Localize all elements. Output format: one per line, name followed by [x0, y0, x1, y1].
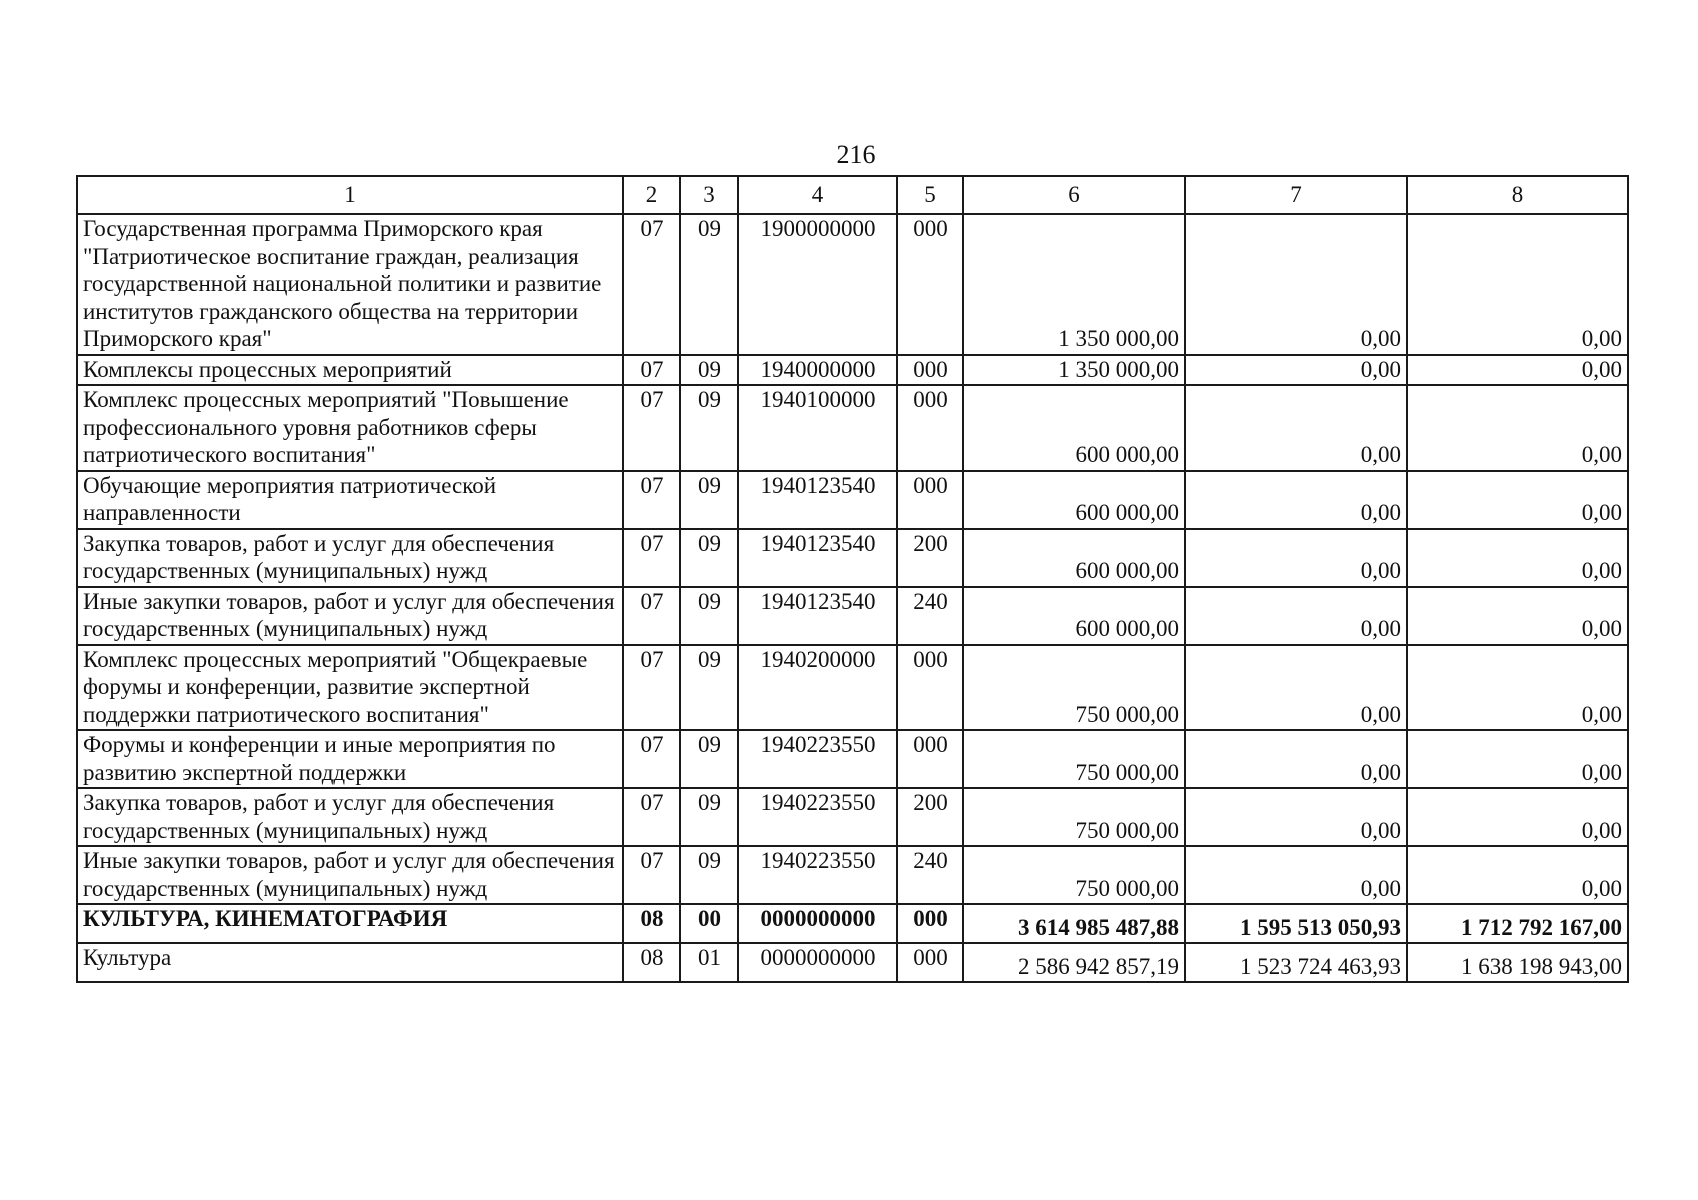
- section-code: 07: [623, 385, 680, 471]
- target-article-code: 1940123540: [738, 471, 897, 529]
- table-row: [77, 471, 1628, 529]
- row-name: Государственная программа Приморского края "Патриотическое воспитание граждан, реализация государственной национальной политики и развитие институтов гражданского общества на территории Приморского края": [77, 214, 623, 355]
- table-row: [77, 730, 1628, 788]
- target-article-code: 0000000000: [738, 904, 897, 943]
- header-row: [77, 176, 1628, 214]
- section-code: 07: [623, 645, 680, 731]
- table-row: [77, 529, 1628, 587]
- expense-type-code: 240: [897, 587, 963, 645]
- expense-type-code: 000: [897, 355, 963, 386]
- target-article-code: 1940100000: [738, 385, 897, 471]
- header-cell: 1: [77, 176, 623, 214]
- target-article-code: 1940000000: [738, 355, 897, 386]
- target-article-code: 1940223550: [738, 846, 897, 904]
- amount-col-7: 0,00: [1185, 645, 1407, 731]
- table-row: [77, 355, 1628, 386]
- section-code: 08: [623, 943, 680, 982]
- header-cell: 3: [680, 176, 738, 214]
- section-code: 07: [623, 214, 680, 355]
- amount-col-8: 0,00: [1407, 587, 1628, 645]
- amount-col-8: 0,00: [1407, 385, 1628, 471]
- row-name: Комплекс процессных мероприятий "Общекраевые форумы и конференции, развитие экспертной поддержки патриотического воспитания": [77, 645, 623, 731]
- expense-type-code: 000: [897, 385, 963, 471]
- subsection-code: 00: [680, 904, 738, 943]
- header-cell: 4: [738, 176, 897, 214]
- section-code: 07: [623, 471, 680, 529]
- header-cell: 7: [1185, 176, 1407, 214]
- amount-col-6: 750 000,00: [963, 645, 1185, 731]
- target-article-code: 0000000000: [738, 943, 897, 982]
- amount-col-6: 750 000,00: [963, 788, 1185, 846]
- amount-col-7: 0,00: [1185, 730, 1407, 788]
- subsection-code: 01: [680, 943, 738, 982]
- table-row: [77, 587, 1628, 645]
- subsection-code: 09: [680, 214, 738, 355]
- amount-col-6: 600 000,00: [963, 385, 1185, 471]
- subsection-code: 09: [680, 788, 738, 846]
- expense-type-code: 000: [897, 730, 963, 788]
- section-code: 07: [623, 788, 680, 846]
- amount-col-6: 600 000,00: [963, 529, 1185, 587]
- subsection-code: 09: [680, 471, 738, 529]
- subsection-code: 09: [680, 846, 738, 904]
- header-cell: 8: [1407, 176, 1628, 214]
- subsection-code: 09: [680, 355, 738, 386]
- target-article-code: 1940200000: [738, 645, 897, 731]
- amount-col-7: 0,00: [1185, 846, 1407, 904]
- amount-col-6: 2 586 942 857,19: [963, 943, 1185, 982]
- row-name: Комплексы процессных мероприятий: [77, 355, 623, 386]
- amount-col-7: 0,00: [1185, 214, 1407, 355]
- expense-type-code: 200: [897, 788, 963, 846]
- header-cell: 5: [897, 176, 963, 214]
- subsection-code: 09: [680, 730, 738, 788]
- table-row: [77, 645, 1628, 731]
- header-cell: 6: [963, 176, 1185, 214]
- amount-col-8: 1 712 792 167,00: [1407, 904, 1628, 943]
- row-name: Культура: [77, 943, 623, 982]
- amount-col-8: 0,00: [1407, 645, 1628, 731]
- amount-col-7: 0,00: [1185, 529, 1407, 587]
- expense-type-code: 240: [897, 846, 963, 904]
- section-code: 07: [623, 355, 680, 386]
- section-code: 07: [623, 730, 680, 788]
- amount-col-7: 0,00: [1185, 471, 1407, 529]
- target-article-code: 1940223550: [738, 730, 897, 788]
- row-name: Иные закупки товаров, работ и услуг для обеспечения государственных (муниципальных) нужд: [77, 587, 623, 645]
- table-row: [77, 214, 1628, 355]
- amount-col-8: 0,00: [1407, 355, 1628, 386]
- amount-col-8: 0,00: [1407, 214, 1628, 355]
- amount-col-6: 1 350 000,00: [963, 214, 1185, 355]
- amount-col-7: 0,00: [1185, 788, 1407, 846]
- amount-col-8: 0,00: [1407, 846, 1628, 904]
- subsection-code: 09: [680, 529, 738, 587]
- table-row: [77, 385, 1628, 471]
- section-code: 07: [623, 846, 680, 904]
- section-total-row: [77, 904, 1628, 943]
- row-name: Иные закупки товаров, работ и услуг для обеспечения государственных (муниципальных) нужд: [77, 846, 623, 904]
- row-name: Комплекс процессных мероприятий "Повышение профессионального уровня работников сферы патриотического воспитания": [77, 385, 623, 471]
- expense-type-code: 000: [897, 471, 963, 529]
- row-name: Обучающие мероприятия патриотической направленности: [77, 471, 623, 529]
- target-article-code: 1940123540: [738, 529, 897, 587]
- amount-col-6: 600 000,00: [963, 587, 1185, 645]
- amount-col-8: 1 638 198 943,00: [1407, 943, 1628, 982]
- amount-col-7: 0,00: [1185, 587, 1407, 645]
- expense-type-code: 000: [897, 214, 963, 355]
- row-name: Закупка товаров, работ и услуг для обеспечения государственных (муниципальных) нужд: [77, 529, 623, 587]
- section-code: 07: [623, 529, 680, 587]
- table-row: [77, 846, 1628, 904]
- page-number: 216: [836, 140, 876, 169]
- header-cell: 2: [623, 176, 680, 214]
- target-article-code: 1940123540: [738, 587, 897, 645]
- table-row: [77, 788, 1628, 846]
- section-code: 08: [623, 904, 680, 943]
- amount-col-8: 0,00: [1407, 471, 1628, 529]
- expense-type-code: 000: [897, 943, 963, 982]
- amount-col-8: 0,00: [1407, 730, 1628, 788]
- row-name: Закупка товаров, работ и услуг для обеспечения государственных (муниципальных) нужд: [77, 788, 623, 846]
- target-article-code: 1900000000: [738, 214, 897, 355]
- subsection-code: 09: [680, 645, 738, 731]
- section-code: 07: [623, 587, 680, 645]
- amount-col-8: 0,00: [1407, 788, 1628, 846]
- amount-col-6: 600 000,00: [963, 471, 1185, 529]
- table-row: [77, 943, 1628, 982]
- row-name: Форумы и конференции и иные мероприятия по развитию экспертной поддержки: [77, 730, 623, 788]
- expense-type-code: 000: [897, 645, 963, 731]
- amount-col-6: 750 000,00: [963, 846, 1185, 904]
- subsection-code: 09: [680, 587, 738, 645]
- amount-col-6: 1 350 000,00: [963, 355, 1185, 386]
- amount-col-7: 1 523 724 463,93: [1185, 943, 1407, 982]
- amount-col-7: 0,00: [1185, 385, 1407, 471]
- row-name: КУЛЬТУРА, КИНЕМАТОГРАФИЯ: [77, 904, 623, 943]
- target-article-code: 1940223550: [738, 788, 897, 846]
- expense-type-code: 200: [897, 529, 963, 587]
- expense-type-code: 000: [897, 904, 963, 943]
- amount-col-6: 3 614 985 487,88: [963, 904, 1185, 943]
- budget-table: [76, 175, 1629, 983]
- subsection-code: 09: [680, 385, 738, 471]
- amount-col-6: 750 000,00: [963, 730, 1185, 788]
- amount-col-8: 0,00: [1407, 529, 1628, 587]
- amount-col-7: 1 595 513 050,93: [1185, 904, 1407, 943]
- amount-col-7: 0,00: [1185, 355, 1407, 386]
